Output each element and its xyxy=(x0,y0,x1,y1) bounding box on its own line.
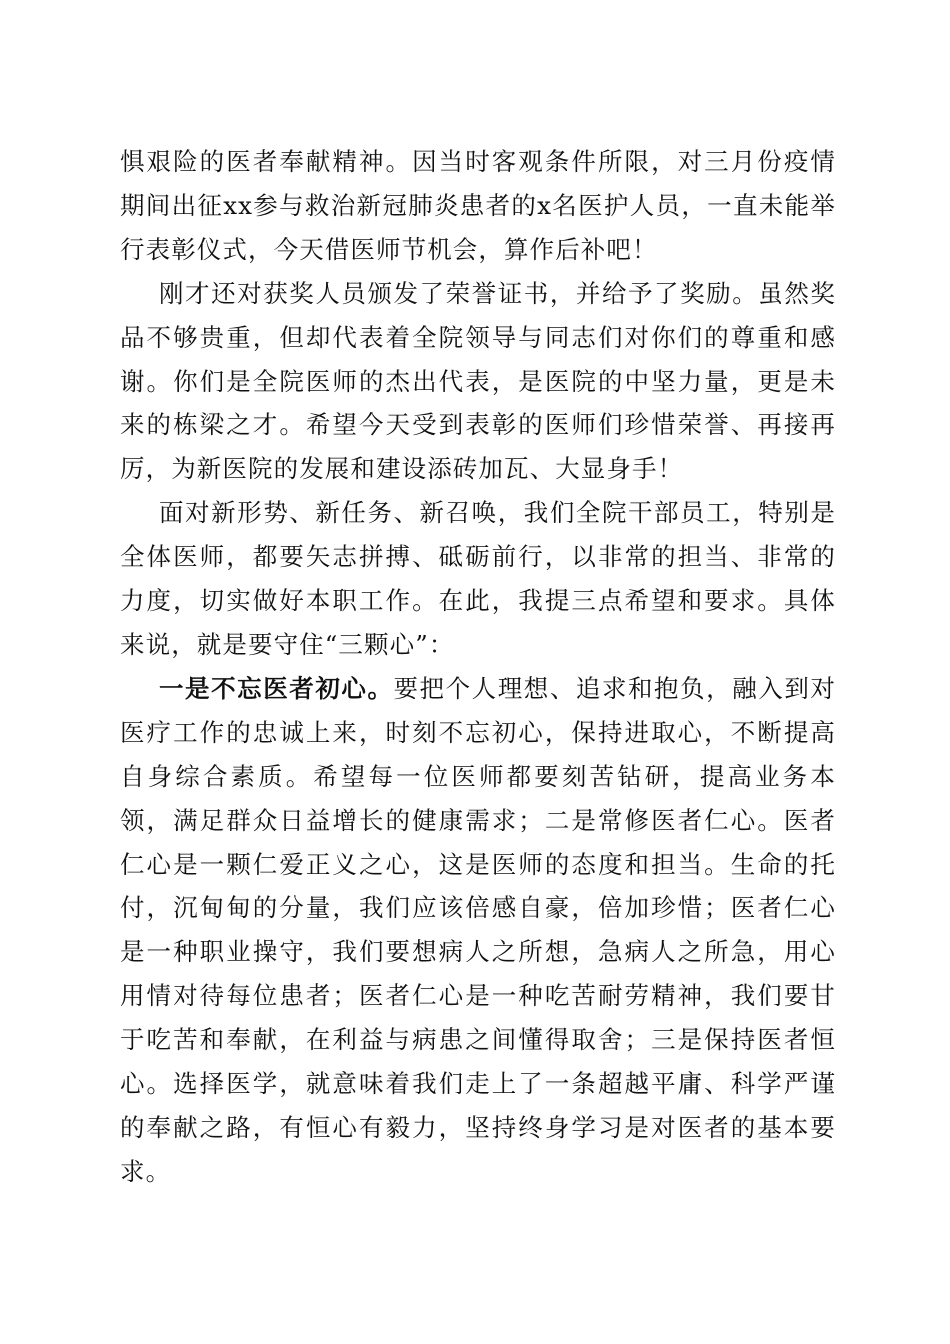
paragraph-lead-heading: 一是不忘医者初心。 xyxy=(159,673,394,703)
document-page xyxy=(120,140,836,1194)
paragraph-three-hearts xyxy=(120,667,836,1194)
paragraph-awards: 刚才还对获奖人员颁发了荣誉证书，并给予了奖励。虽然奖品不够贵重，但却代表着全院领导与同志们对你们的尊重和感谢。你们是全院医师的杰出代表，是医院的中坚力量，更是未来的栋梁之才。希望今天受到表彰的医师们珍惜荣誉、再接再厉，为新医院的发展和建设添砖加瓦、大显身手！ xyxy=(120,278,836,484)
paragraph-body: 要把个人理想、追求和抱负，融入到对医疗工作的忠诚上来，时刻不忘初心，保持进取心，不断提高自身综合素质。希望每一位医师都要刻苦钻研，提高业务本领，满足群众日益增长的健康需求；二是常修医者仁心。医者仁心是一颗仁爱正义之心，这是医师的态度和担当。生命的托付，沉甸甸的分量，我们应该倍感自豪，倍加珍惜；医者仁心是一种职业操守，我们要想病人之所想，急病人之所急，用心用情对待每位患者；医者仁心是一种吃苦耐劳精神，我们要甘于吃苦和奉献，在利益与病患之间懂得取舍；三是保持医者恒心。选择医学，就意味着我们走上了一条超越平庸、科学严谨的奉献之路，有恒心有毅力，坚持终身学习是对医者的基本要求。 xyxy=(120,673,836,1186)
paragraph-new-situation: 面对新形势、新任务、新召唤，我们全院干部员工，特别是全体医师，都要矢志拼搏、砥砺前行，以非常的担当、非常的力度，切实做好本职工作。在此，我提三点希望和要求。具体来说，就是要守住“三颗心”： xyxy=(120,498,836,659)
paragraph-continuation: 惧艰险的医者奉献精神。因当时客观条件所限，对三月份疫情期间出征xx参与救治新冠肺炎患者的x名医护人员，一直未能举行表彰仪式，今天借医师节机会，算作后补吧！ xyxy=(120,147,836,264)
